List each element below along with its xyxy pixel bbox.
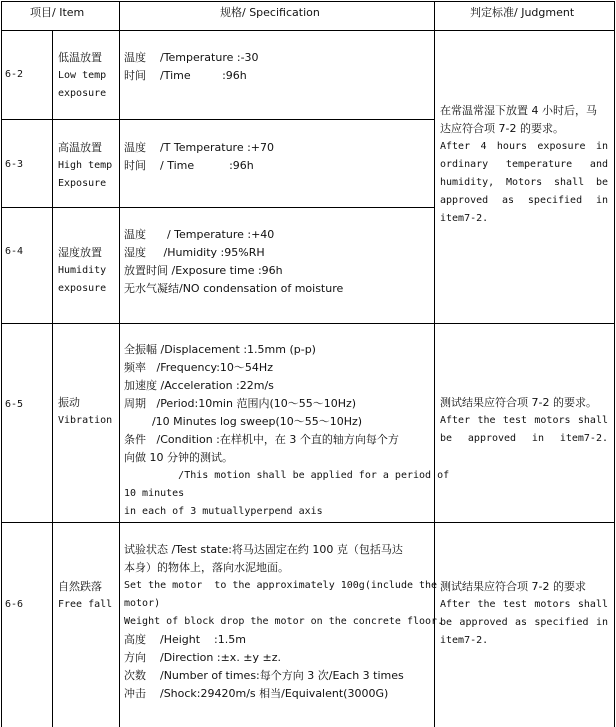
spec-line: 10 minutes [124, 488, 185, 499]
item-name-en: exposure [58, 88, 107, 99]
header-specification: 规格/ Specification [220, 6, 320, 19]
spec-line: 温度 /T Temperature :+70 [124, 141, 275, 154]
spec-line: 向做 10 分钟的测试。 [124, 451, 233, 464]
item-name-cn: 振动 [58, 396, 80, 409]
table-border-top [1, 1, 615, 2]
header-divider [1, 30, 615, 31]
judgment-text-cn: 在常温常湿下放置 4 小时后，马 [440, 104, 597, 117]
row-divider-6-2 [1, 119, 435, 120]
spec-line: Set the motor to the approximately 100g(include the [124, 580, 438, 591]
item-name-en: Exposure [58, 178, 107, 189]
spec-line: 温度 / Temperature :+40 [124, 228, 275, 241]
header-item: 项目/ Item [30, 6, 85, 19]
judgment-text-en: After the test motors shall be approved in item7-2. [440, 415, 608, 444]
item-name-en: Vibration [58, 415, 113, 426]
row-divider-6-3 [1, 207, 435, 208]
spec-line: 全振幅 /Displacement :1.5mm (p-p) [124, 343, 316, 356]
spec-line: 温度 /Temperature :-30 [124, 51, 259, 64]
item-number: 6-4 [5, 246, 24, 257]
header-judgment: 判定标准/ Judgment [470, 6, 575, 19]
spec-line: 无水气凝结/NO condensation of moisture [124, 282, 344, 295]
spec-line: motor) [124, 598, 161, 609]
spec-line: 高度 /Height :1.5m [124, 633, 246, 646]
item-name-cn: 湿度放置 [58, 246, 102, 259]
spec-line: 加速度 /Acceleration :22m/s [124, 379, 274, 392]
spec-line: /This motion shall be applied for a period of [124, 470, 450, 481]
spec-line: 本身）的物体上，落向水泥地面。 [124, 561, 289, 574]
row-divider-6-5 [1, 522, 615, 523]
spec-line: 周期 /Period:10min 范围内(10～55～10Hz) [124, 397, 357, 410]
judgment-text-en: After 4 hours exposure in ordinary temperature and humidity, Motors shall be approved as specified in item7-2. [440, 141, 608, 224]
row-divider-6-4 [1, 323, 615, 324]
judgment-text-cn: 达应符合项 7-2 的要求。 [440, 122, 564, 135]
item-name-cn: 低温放置 [58, 51, 102, 64]
table-border-right [614, 1, 615, 727]
item-name-en: Low temp [58, 70, 107, 81]
spec-line: 试验状态 /Test state:将马达固定在约 100 克（包括马达 [124, 543, 403, 556]
spec-line: 次数 /Number of times:每个方向 3 次/Each 3 times [124, 669, 404, 682]
column-divider-no [52, 30, 53, 727]
spec-line: 条件 /Condition :在样机中，在 3 个直的轴方向每个方 [124, 433, 399, 446]
column-divider-item [119, 1, 120, 727]
spec-line: Weight of block drop the motor on the concrete floor. [124, 616, 444, 627]
item-number: 6-3 [5, 159, 24, 170]
judgment-text-cn: 测试结果应符合项 7-2 的要求。 [440, 396, 597, 409]
item-number: 6-2 [5, 69, 24, 80]
item-number: 6-6 [5, 599, 24, 610]
judgment-text-en: After the test motors shall be approved as specified in item7-2. [440, 599, 608, 646]
item-name-en: Humidity [58, 265, 107, 276]
spec-line: 方向 /Direction :±x. ±y ±z. [124, 651, 282, 664]
item-name-cn: 自然跌落 [58, 580, 102, 593]
table-border-left [1, 1, 2, 727]
item-name-cn: 高温放置 [58, 141, 102, 154]
spec-line: 时间 /Time :96h [124, 69, 247, 82]
spec-line: 时间 / Time :96h [124, 159, 254, 172]
item-name-en: exposure [58, 283, 107, 294]
spec-line: 频率 /Frequency:10～54Hz [124, 361, 273, 374]
spec-line: 放置时间 /Exposure time :96h [124, 264, 283, 277]
spec-line: /10 Minutes log sweep(10～55～10Hz) [124, 415, 363, 428]
item-name-en: Free fall [58, 599, 113, 610]
spec-line: 冲击 /Shock:29420m/s 相当/Equivalent(3000G) [124, 687, 389, 700]
item-name-en: High temp [58, 160, 113, 171]
spec-line: in each of 3 mutuallyperpend axis [124, 506, 323, 517]
item-number: 6-5 [5, 399, 24, 410]
judgment-text-cn: 测试结果应符合项 7-2 的要求 [440, 580, 586, 593]
spec-line: 湿度 /Humidity :95%RH [124, 246, 265, 259]
